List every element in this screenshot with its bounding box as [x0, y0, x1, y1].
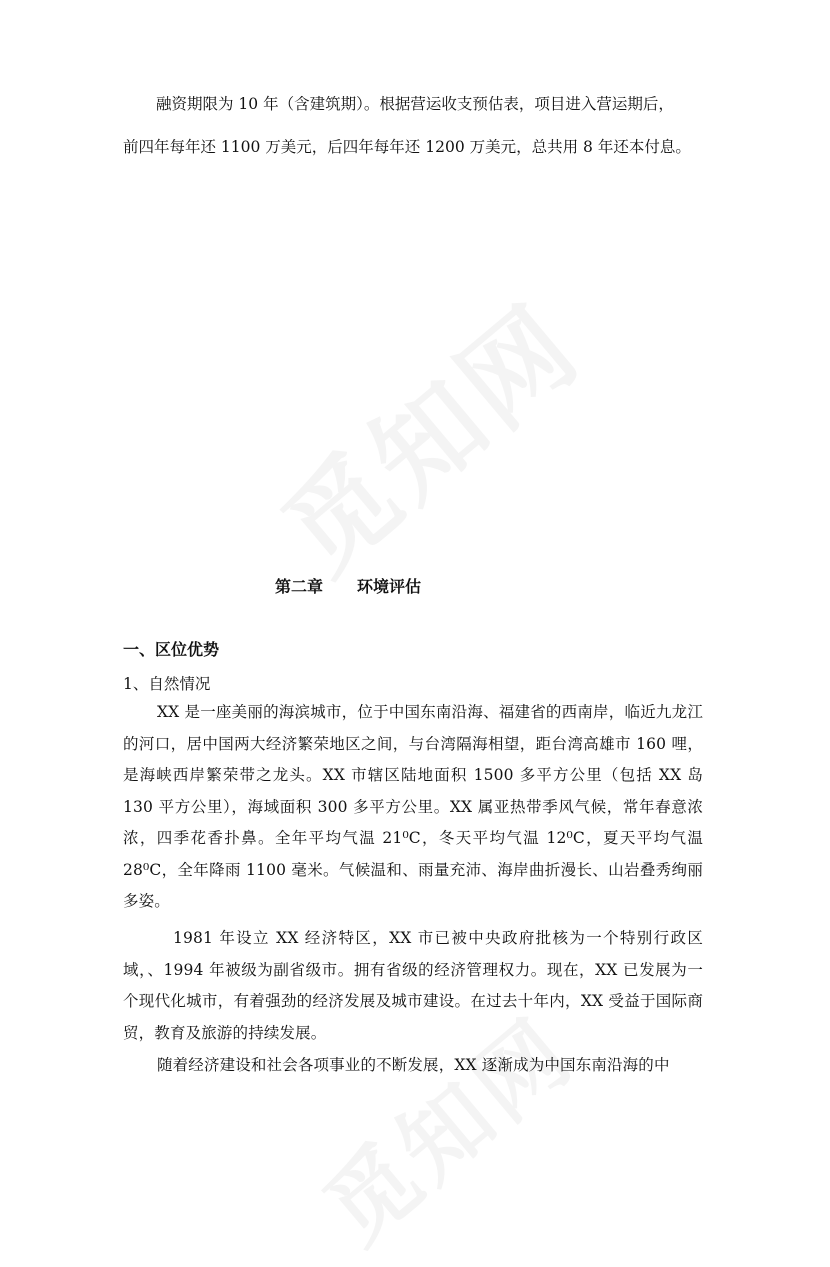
- paragraph-development: [123, 1050, 703, 1082]
- paragraph-natural-conditions: [123, 697, 703, 918]
- paragraph-economic-zone: [123, 923, 703, 1049]
- intro-line-2: 前四年每年还 1100 万美元，后四年每年还 1200 万美元，总共用 8 年还本付息。: [123, 138, 691, 156]
- watermark: [245, 263, 607, 602]
- subsection-heading: 1、自然情况: [123, 675, 211, 693]
- paragraph-text: 随着经济建设和社会各项事业的不断发展，XX 逐渐成为中国东南沿海的中: [157, 1056, 670, 1074]
- chapter-title: 环境评估: [357, 577, 422, 596]
- chapter-number: 第二章: [275, 577, 324, 596]
- section-heading: 一、区位优势: [123, 640, 220, 659]
- intro-line-1: 融资期限为 10 年（含建筑期）。根据营运收支预估表，项目进入营运期后，: [156, 95, 674, 113]
- paragraph-text: 1981 年设立 XX 经济特区，XX 市已被中央政府批核为一个特别行政区域，、1994 年被级为副省级市。拥有省级的经济管理权力。现在，XX 已发展为一个现代化城市，有着强劲的经济发展及城市建设。在过去十年内，XX 受益于国际商贸，教育及旅游的持续发展。: [123, 929, 703, 1042]
- chapter-heading: [275, 574, 421, 597]
- paragraph-text: XX 是一座美丽的海滨城市，位于中国东南沿海、福建省的西南岸，临近九龙江的河口，居中国两大经济繁荣地区之间，与台湾隔海相望，距台湾高雄市 160 哩，是海峡西岸繁荣带之龙头。XX 市辖区陆地面积 1500 多平方公里（包括 XX 岛 130 平方公里），海域面积 300 多平方公里。XX 属亚热带季风气候，常年春意浓浓，四季花香扑鼻。全年平均气温 21⁰C，冬天平均气温 12⁰C，夏天平均气温 28⁰C，全年降雨 1100 毫米。气候温和、雨量充沛、海岸曲折漫长、山岩叠秀绚丽多姿。: [123, 703, 703, 910]
